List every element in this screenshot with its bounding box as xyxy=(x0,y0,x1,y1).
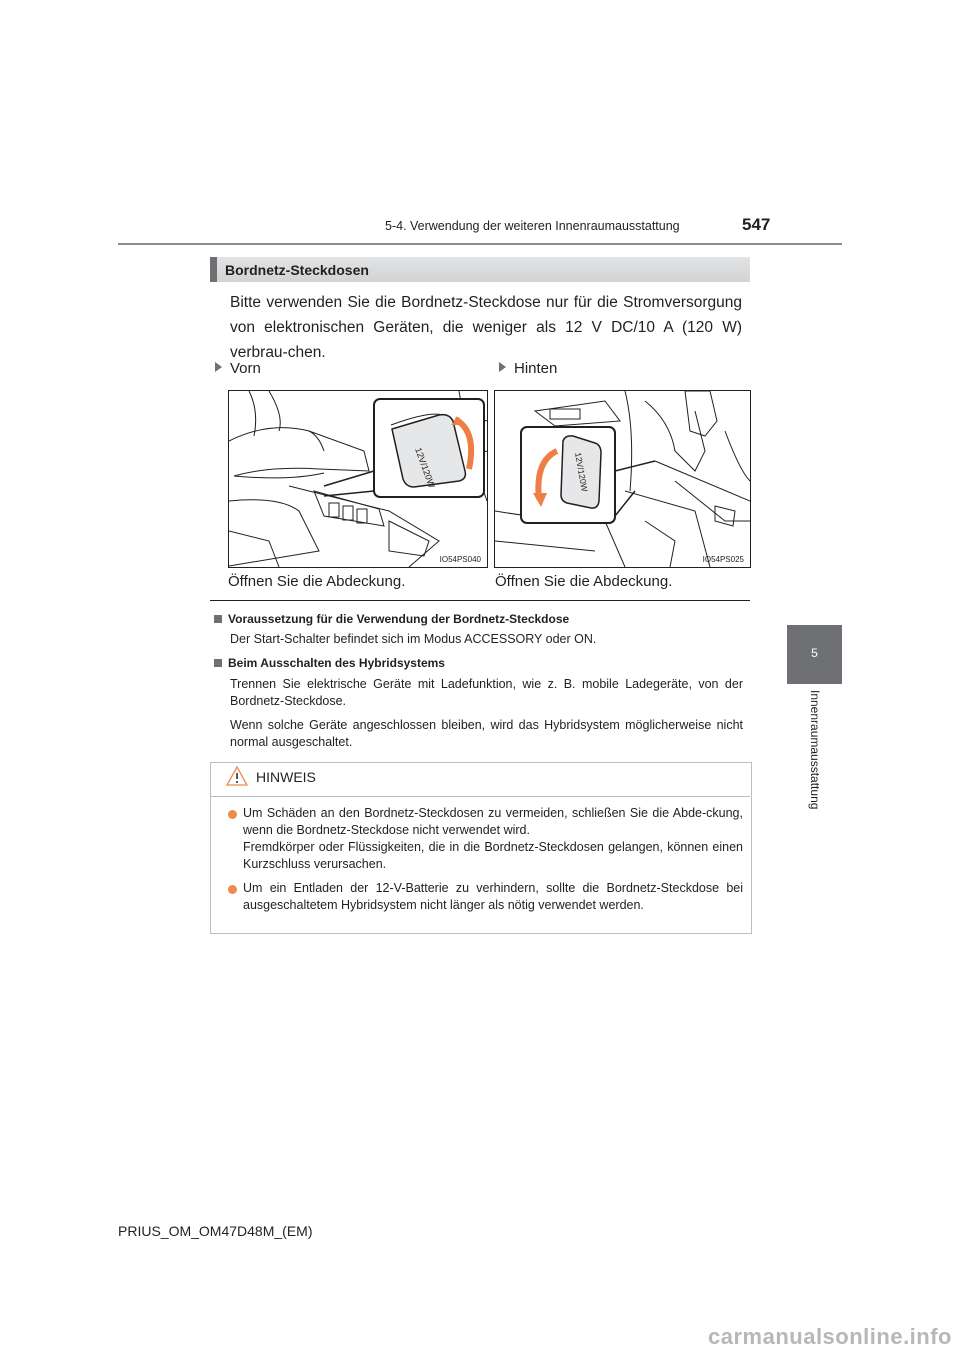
notice-item: Um Schäden an den Bordnetz-Steckdosen zu vermeiden, schließen Sie die Abde-ckung, wenn die Bordnetz-Steckdose nicht verwendet wird. Fremdkörper oder Flüssigkeiten, die in die Bordnetz-Steckdosen gelangen, können einen Kurzschluss verursachen. xyxy=(243,806,743,871)
intro-paragraph: Bitte verwenden Sie die Bordnetz-Steckdose nur für die Stromversorgung von elektronischen Geräten, die weniger als 12 V DC/10 A (120 W) verbrau-chen. xyxy=(230,294,742,361)
rear-console-illustration xyxy=(495,391,750,567)
triangle-bullet-icon xyxy=(499,362,506,372)
note-paragraph: Wenn solche Geräte angeschlossen bleiben, wird das Hybridsystem möglicherweise nicht normal ausgeschaltet. xyxy=(230,718,743,749)
section-title-marker xyxy=(210,257,217,282)
front-console-illustration xyxy=(229,391,487,567)
header-rule xyxy=(118,243,842,245)
section-title: Bordnetz-Steckdosen xyxy=(225,262,369,278)
note-heading xyxy=(214,656,445,670)
figure-caption-rear: Öffnen Sie die Abdeckung. xyxy=(495,573,673,590)
running-header: 5-4. Verwendung der weiteren Innenraumausstattung xyxy=(385,219,680,233)
figure-label-front-text: Vorn xyxy=(230,360,261,377)
chapter-label-text: Innenraumausstattung xyxy=(807,690,822,810)
note-heading-text: Beim Ausschalten des Hybridsystems xyxy=(228,656,445,670)
cover-marking-rear: 12V/120W xyxy=(573,451,590,493)
figure-caption-front: Öffnen Sie die Abdeckung. xyxy=(228,573,406,590)
figure-rear-socket xyxy=(494,390,751,568)
figure-code-front: IO54PS040 xyxy=(439,555,481,564)
cover-marking-front: 12V/120W xyxy=(413,446,437,490)
section-divider xyxy=(210,600,750,601)
square-bullet-icon xyxy=(214,615,222,623)
notice-bullet-icon xyxy=(228,885,237,894)
figure-label-rear-text: Hinten xyxy=(514,360,558,377)
note-heading-text: Voraussetzung für die Verwendung der Bordnetz-Steckdose xyxy=(228,612,570,626)
warning-triangle-icon xyxy=(226,766,248,786)
watermark: carmanualsonline.info xyxy=(708,1324,952,1349)
figure-label-rear xyxy=(499,360,557,377)
note-paragraph: Der Start-Schalter befindet sich im Modus ACCESSORY oder ON. xyxy=(230,632,597,646)
document-footer: PRIUS_OM_OM47D48M_(EM) xyxy=(118,1223,313,1239)
notice-title-rule xyxy=(210,796,750,797)
square-bullet-icon xyxy=(214,659,222,667)
chapter-number: 5 xyxy=(811,646,818,660)
note-paragraph: Trennen Sie elektrische Geräte mit Ladefunktion, wie z. B. mobile Ladegeräte, von der Bordnetz-Steckdose. xyxy=(230,677,743,708)
notice-title: HINWEIS xyxy=(256,769,316,785)
triangle-bullet-icon xyxy=(215,362,222,372)
note-heading xyxy=(214,612,569,626)
notice-item: Um ein Entladen der 12-V-Batterie zu verhindern, sollte die Bordnetz-Steckdose bei ausgeschaltetem Hybridsystem nicht länger als nötig verwendet werden. xyxy=(243,881,743,912)
figure-label-front xyxy=(215,360,261,377)
figure-code-rear: IO54PS025 xyxy=(702,555,744,564)
notice-bullet-icon xyxy=(228,810,237,819)
chapter-label xyxy=(787,690,842,830)
figure-front-socket xyxy=(228,390,488,568)
page-number: 547 xyxy=(742,215,771,234)
